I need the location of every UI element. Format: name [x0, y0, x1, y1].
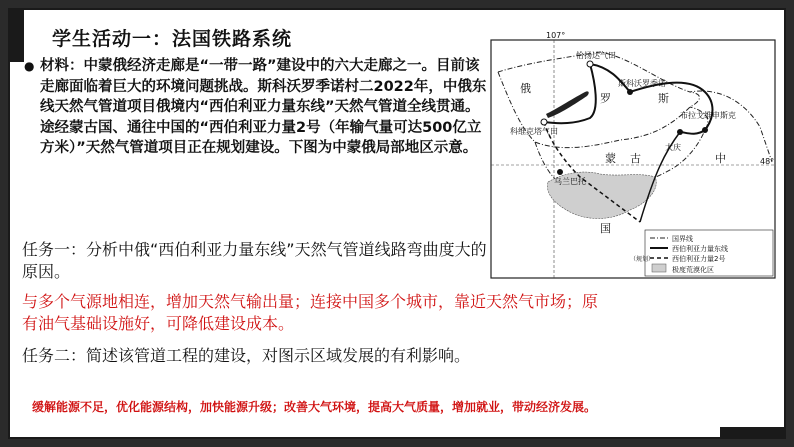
- slide-title: 学生活动一：法国铁路系统: [52, 28, 293, 50]
- svg-text:大庆: 大庆: [665, 143, 681, 152]
- task-one: 任务一：分析中俄“西伯利亚力量东线”天然气管道线路弯曲度大的原因。: [22, 240, 487, 281]
- region-map: [490, 32, 780, 282]
- svg-text:国界线: 国界线: [672, 235, 693, 243]
- longitude-label: 107°: [546, 32, 566, 40]
- svg-text:俄: 俄: [520, 82, 531, 95]
- svg-text:斯科沃罗季诺: 斯科沃罗季诺: [618, 79, 666, 88]
- svg-text:蒙: 蒙: [605, 152, 616, 165]
- bullet-icon: ●: [24, 59, 35, 73]
- svg-text:罗: 罗: [600, 92, 611, 105]
- answer-two: 缓解能源不足，优化能源结构，加快能源升级；改善大气环境，提高大气质量，增加就业，带动经济发展。: [32, 400, 597, 414]
- svg-text:布拉戈维申斯克: 布拉戈维申斯克: [680, 111, 736, 120]
- answer-one: 与多个气源地相连，增加天然气输出量；连接中国多个城市，靠近天然气市场；原有油气基础设施好，可降低建设成本。: [22, 292, 599, 333]
- material-text: 材料：中蒙俄经济走廊是“一带一路”建设中的六大走廊之一。目前该走廊面临着巨大的环境问题挑战。斯科沃罗季诺村二2022年，中俄东线天然气管道项目俄境内“西伯利亚力量东线”天然气管道全线贯通。途经蒙古国、通往中国的“西伯利亚力量2号（年输气量可达500亿立方米）”天然气管道项目正在规划建设。下图为中蒙俄局部地区示意。: [40, 58, 487, 156]
- svg-text:极度荒漠化区: 极度荒漠化区: [672, 266, 714, 274]
- svg-text:斯: 斯: [658, 92, 669, 105]
- svg-text:国: 国: [600, 222, 611, 235]
- svg-text:西伯利亚力量东线: 西伯利亚力量东线: [672, 245, 728, 253]
- svg-text:恰扬达气田: 恰扬达气田: [576, 51, 616, 60]
- svg-text:乌兰巴托: 乌兰巴托: [554, 177, 586, 186]
- decorative-bar: [720, 427, 784, 437]
- latitude-label: 48°: [760, 157, 775, 166]
- decorative-bar: [10, 10, 24, 62]
- slide: [8, 8, 786, 439]
- svg-text:西伯利亚力量2号: 西伯利亚力量2号: [672, 255, 726, 263]
- material-paragraph: [24, 56, 488, 159]
- svg-text:古: 古: [630, 152, 641, 165]
- svg-text:中: 中: [715, 152, 726, 165]
- task-two: 任务二：简述该管道工程的建设，对图示区域发展的有利影响。: [22, 346, 471, 365]
- svg-text:科维克塔气田: 科维克塔气田: [510, 127, 558, 136]
- svg-text:（规划）: （规划）: [630, 256, 655, 263]
